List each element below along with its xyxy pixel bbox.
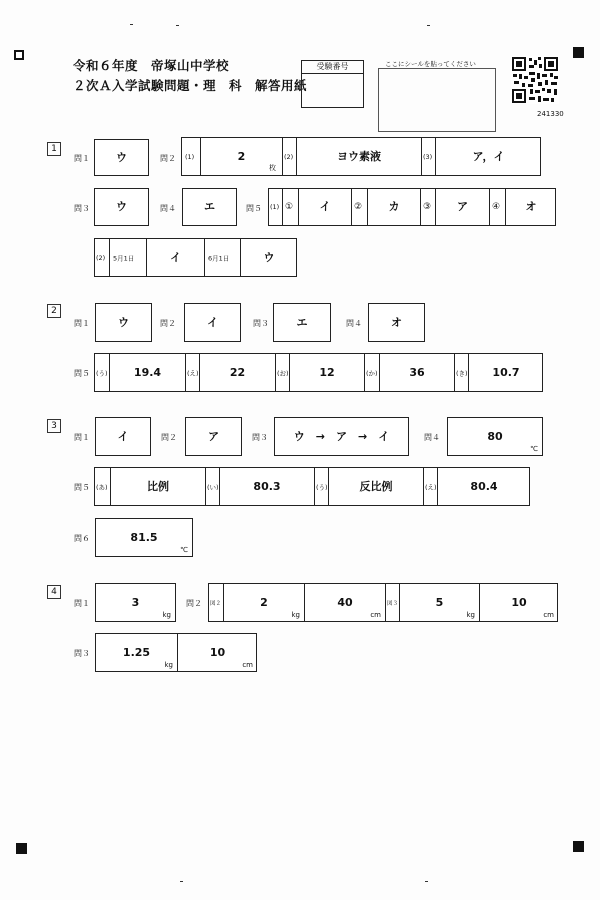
s4-q2-a-cell[interactable] xyxy=(223,584,304,621)
s3-q1-answer: イ xyxy=(117,429,129,443)
s3-q6-unit: ℃ xyxy=(180,546,188,554)
s2-ka-answer-cell[interactable] xyxy=(379,354,454,391)
s1-q5-2-label: (2) xyxy=(96,253,106,262)
s1-q5-c2-answer: カ xyxy=(388,200,400,214)
s1-q5-c1-label: ① xyxy=(285,202,294,212)
s2-u-label: (う) xyxy=(96,369,108,377)
s1-q2-1-unit: 枚 xyxy=(269,164,276,172)
s4-q2-label: 問２ xyxy=(186,599,202,608)
s1-q5-1-label: (1) xyxy=(270,203,280,211)
s1-q2-1-answer-cell[interactable] xyxy=(200,138,282,175)
s1-q2-1-answer: 2 xyxy=(237,149,246,163)
s1-q2-1-label: (1) xyxy=(185,152,195,161)
section-2-number: 2 xyxy=(47,304,61,318)
s2-o-cell xyxy=(275,354,289,391)
s3-q4-answer: 80 xyxy=(487,429,503,443)
s4-q2-d-unit: cm xyxy=(543,611,554,619)
s2-e-cell xyxy=(185,354,199,391)
s4-q2-a-answer: 2 xyxy=(260,595,268,609)
s4-q3-label: 問３ xyxy=(74,649,90,658)
s3-a-cell xyxy=(95,468,110,505)
registration-mark xyxy=(16,843,27,854)
s1-jun-answer: ウ xyxy=(263,250,275,264)
s2-q2-answer: イ xyxy=(207,315,218,329)
s1-q3-answer: ウ xyxy=(116,200,127,214)
s4-q3-a-unit: kg xyxy=(164,661,173,669)
s3-q3-answer-box[interactable] xyxy=(274,417,409,456)
s4-q3-b-answer: 10 xyxy=(209,645,226,659)
s1-may-answer: イ xyxy=(170,250,181,264)
s4-q2-d-answer: 10 xyxy=(511,595,527,609)
s4-q3-b-cell[interactable] xyxy=(177,634,257,671)
s3-u-cell xyxy=(314,468,328,505)
s3-u-answer-cell[interactable] xyxy=(328,468,423,505)
s1-q5-c4-cell xyxy=(489,189,505,225)
s1-q5-c4-answer: オ xyxy=(525,200,537,214)
s2-q4-answer-box[interactable] xyxy=(368,303,425,342)
s1-q5-c4-label: ④ xyxy=(492,202,501,212)
s4-q2-answer-box[interactable] xyxy=(208,583,558,622)
s1-q5-label: 問５ xyxy=(246,204,262,213)
s3-q2-answer-box[interactable] xyxy=(185,417,242,456)
s2-q5-answer-box[interactable] xyxy=(94,353,543,392)
s4-q1-answer: 3 xyxy=(131,595,140,609)
s3-i-cell xyxy=(205,468,219,505)
s2-o-answer-cell[interactable] xyxy=(289,354,364,391)
s3-a-label: (あ) xyxy=(96,483,108,491)
s2-ki-label: (き) xyxy=(456,369,468,377)
s4-fig2-label: 図２ xyxy=(210,600,222,607)
s1-q5-c1-cell xyxy=(282,189,298,225)
section-1-number: 1 xyxy=(47,142,61,156)
s4-q1-label: 問１ xyxy=(74,599,90,608)
s3-q3-answer: ウ → ア → イ xyxy=(293,429,390,443)
section-4-number: 4 xyxy=(47,585,61,599)
s2-ki-cell xyxy=(454,354,468,391)
s1-q3-answer-box[interactable] xyxy=(94,188,149,226)
sheet-code: 241330 xyxy=(537,110,564,118)
s2-u-cell xyxy=(95,354,109,391)
s4-q3-a-answer: 1.25 xyxy=(122,645,151,659)
s1-q5-2-answer-box[interactable] xyxy=(94,238,297,277)
s1-q5-c3-label: ③ xyxy=(423,202,432,212)
section-3-number: 3 xyxy=(47,419,61,433)
s4-q2-c-unit: kg xyxy=(466,611,475,619)
s3-q4-label: 問４ xyxy=(424,433,440,442)
s2-q4-answer: オ xyxy=(391,315,402,329)
registration-mark xyxy=(573,47,584,58)
s1-q2-3-answer-cell[interactable] xyxy=(435,138,541,175)
s2-q2-label: 問２ xyxy=(160,319,176,328)
s3-i-answer-cell[interactable] xyxy=(219,468,314,505)
scan-tick xyxy=(427,25,430,26)
s3-q5-label: 問５ xyxy=(74,483,90,492)
s1-q5-c1-answer-cell[interactable] xyxy=(298,189,351,225)
s4-q2-b-cell[interactable] xyxy=(304,584,385,621)
s1-q5-c4-answer-cell[interactable] xyxy=(505,189,556,225)
s2-q1-answer: ウ xyxy=(118,315,129,329)
exam-number-label: 受験番号 xyxy=(302,61,363,74)
s1-q2-3-label: (3) xyxy=(423,152,433,161)
s4-q2-c-cell[interactable] xyxy=(399,584,479,621)
s1-q2-2-answer: ヨウ素液 xyxy=(337,149,381,163)
s3-q4-unit: ℃ xyxy=(530,445,538,453)
s1-q2-answer-box[interactable] xyxy=(181,137,541,176)
s1-q1-label: 問１ xyxy=(74,154,90,163)
s1-may-label: 5月1日 xyxy=(113,254,135,262)
s1-may-cell xyxy=(109,239,146,276)
registration-mark-hollow xyxy=(14,50,24,60)
qr-code xyxy=(511,56,559,104)
s4-q1-answer-box[interactable] xyxy=(95,583,176,622)
title-line-1: 令和６年度 帝塚山中学校 xyxy=(73,58,230,73)
s3-i-answer: 80.3 xyxy=(253,479,281,493)
s4-q2-b-answer: 40 xyxy=(337,595,353,609)
s3-a-answer: 比例 xyxy=(147,479,169,493)
s2-q5-label: 問５ xyxy=(74,369,90,378)
s3-q4-answer-box[interactable] xyxy=(447,417,543,456)
s1-jun-label: 6月1日 xyxy=(208,254,230,262)
s3-e-answer-cell[interactable] xyxy=(437,468,530,505)
exam-number-box[interactable] xyxy=(301,60,364,108)
s1-may-answer-cell[interactable] xyxy=(146,239,204,276)
s3-u-label: (う) xyxy=(316,483,328,491)
s2-q4-label: 問４ xyxy=(346,319,362,328)
s4-q2-d-cell[interactable] xyxy=(479,584,558,621)
title-line-2: ２次Ａ入学試験問題・理 科 解答用紙 xyxy=(73,78,308,93)
s3-u-answer: 反比例 xyxy=(359,479,393,493)
s1-q2-3-answer: ア，イ xyxy=(472,149,505,163)
s2-q3-answer-box[interactable] xyxy=(273,303,331,342)
s3-q2-label: 問２ xyxy=(161,433,177,442)
scan-tick xyxy=(130,24,133,25)
s1-q2-2-cell xyxy=(282,138,296,175)
s2-ki-answer: 10.7 xyxy=(492,365,520,379)
s3-q2-answer: ア xyxy=(208,429,219,443)
s2-ki-answer-cell[interactable] xyxy=(468,354,543,391)
s3-q6-answer-box[interactable] xyxy=(95,518,193,557)
s2-e-label: (え) xyxy=(187,369,199,377)
s3-q6-answer: 81.5 xyxy=(130,530,158,544)
s1-q5-2-cell xyxy=(95,239,109,276)
s4-q3-a-cell[interactable] xyxy=(96,634,177,671)
sticker-label: ここにシールを貼ってください xyxy=(385,60,476,68)
s1-jun-answer-cell[interactable] xyxy=(240,239,297,276)
s2-o-answer: 12 xyxy=(319,365,335,379)
s1-q5-c3-cell xyxy=(420,189,435,225)
s4-q2-b-unit: cm xyxy=(370,611,381,619)
s1-q5-c2-label: ② xyxy=(354,202,363,212)
scan-tick xyxy=(425,881,428,882)
s1-q5-c2-answer-cell[interactable] xyxy=(367,189,420,225)
s3-e-label: (え) xyxy=(425,483,437,491)
s1-q2-1-cell xyxy=(182,138,200,175)
s2-u-answer-cell[interactable] xyxy=(109,354,185,391)
s4-q1-unit: kg xyxy=(162,611,171,619)
scan-tick xyxy=(176,25,179,26)
s2-ka-answer: 36 xyxy=(409,365,425,379)
s3-q1-answer-box[interactable] xyxy=(95,417,151,456)
s1-q5-c1-answer: イ xyxy=(319,200,331,214)
s1-q3-label: 問３ xyxy=(74,204,90,213)
s4-q3-b-unit: cm xyxy=(242,661,253,669)
s1-q5-1-answer-box[interactable] xyxy=(268,188,556,226)
s3-e-cell xyxy=(423,468,437,505)
s1-q5-1-cell xyxy=(269,189,282,225)
s4-fig3-cell xyxy=(385,584,399,621)
s4-fig3-label: 図３ xyxy=(387,600,399,607)
s1-q2-label: 問２ xyxy=(160,154,176,163)
s3-q6-label: 問６ xyxy=(74,534,90,543)
s1-q4-answer-box[interactable] xyxy=(182,188,237,226)
s1-q5-c3-answer-cell[interactable] xyxy=(435,189,489,225)
s2-q2-answer-box[interactable] xyxy=(184,303,241,342)
s1-q4-label: 問４ xyxy=(160,204,176,213)
s4-q3-answer-box[interactable] xyxy=(95,633,257,672)
s1-jun-cell xyxy=(204,239,240,276)
s2-q1-label: 問１ xyxy=(74,319,90,328)
s4-q2-a-unit: kg xyxy=(291,611,300,619)
s1-q1-answer: ウ xyxy=(116,150,127,164)
s1-q5-c2-cell xyxy=(351,189,367,225)
s2-ka-cell xyxy=(364,354,379,391)
s2-o-label: (お) xyxy=(277,369,289,377)
s1-q5-c3-answer: ア xyxy=(457,200,468,214)
s1-q1-answer-box[interactable] xyxy=(94,139,149,176)
s1-q2-2-label: (2) xyxy=(284,152,294,161)
s2-q3-label: 問３ xyxy=(253,319,269,328)
s2-e-answer: 22 xyxy=(229,365,246,379)
s3-e-answer: 80.4 xyxy=(470,479,498,493)
s2-q1-answer-box[interactable] xyxy=(95,303,152,342)
s2-ka-label: (か) xyxy=(366,369,378,377)
s3-q5-answer-box[interactable] xyxy=(94,467,530,506)
s3-q1-label: 問１ xyxy=(74,433,90,442)
sticker-area xyxy=(378,68,496,132)
scan-tick xyxy=(180,881,183,882)
s2-e-answer-cell[interactable] xyxy=(199,354,275,391)
s4-fig2-cell xyxy=(209,584,223,621)
registration-mark xyxy=(573,841,584,852)
s1-q2-3-cell xyxy=(421,138,435,175)
s1-q4-answer: エ xyxy=(204,200,215,214)
s3-q3-label: 問３ xyxy=(252,433,268,442)
s2-q3-answer: エ xyxy=(296,315,308,329)
s4-q2-c-answer: 5 xyxy=(435,595,444,609)
s2-u-answer: 19.4 xyxy=(133,365,162,379)
s3-i-label: (い) xyxy=(207,483,219,491)
s3-a-answer-cell[interactable] xyxy=(110,468,205,505)
s1-q2-2-answer-cell[interactable] xyxy=(296,138,421,175)
